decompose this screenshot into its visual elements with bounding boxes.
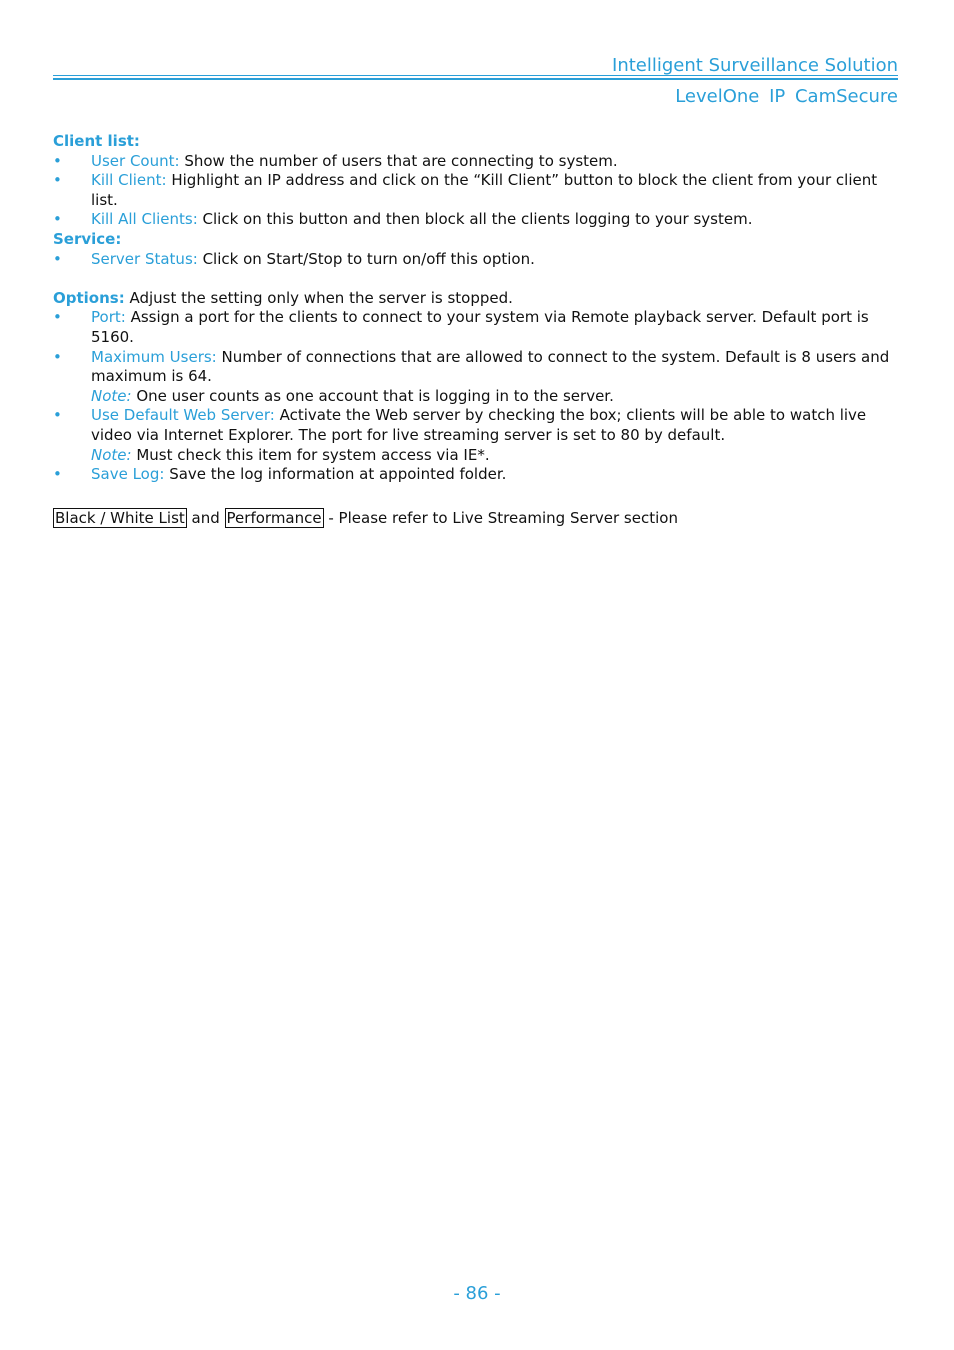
term-default-web-server: Use Default Web Server:	[91, 406, 275, 425]
bullet-icon: •	[53, 465, 62, 484]
note-text: Must check this item for system access via IE*.	[131, 445, 490, 464]
performance-box: Performance	[226, 509, 322, 528]
list-item-default-web-server	[53, 406, 898, 445]
header-rule-thick	[53, 78, 898, 80]
spacer	[53, 269, 898, 289]
options-intro: Adjust the setting only when the server is stopped.	[124, 288, 513, 307]
term-maximum-users: Maximum Users:	[91, 347, 217, 366]
desc-server-status: Click on Start/Stop to turn on/off this option.	[197, 249, 535, 268]
note-label: Note:	[91, 445, 132, 464]
term-user-count: User Count:	[91, 151, 180, 170]
desc-save-log: Save the log information at appointed folder.	[164, 465, 507, 484]
desc-maximum-users: Number of connections that are allowed to connect to the system. Default is 8 users and maximum is 64.	[91, 347, 890, 386]
list-item-server-status	[53, 250, 898, 270]
desc-kill-all-clients: Click on this button and then block all the clients logging to your system.	[197, 210, 753, 229]
bullet-icon: •	[53, 347, 62, 366]
bullet-icon: •	[53, 210, 62, 229]
header-title: Intelligent Surveillance Solution	[612, 55, 898, 76]
note-label: Note:	[91, 386, 132, 405]
bullet-icon: •	[53, 308, 62, 327]
header-subtitle: LevelOne IP CamSecure	[675, 86, 898, 107]
page-number: - 86 -	[453, 1283, 501, 1304]
options-paragraph	[53, 289, 898, 309]
list-item-kill-client	[53, 171, 898, 210]
options-heading: Options:	[53, 288, 125, 307]
client-list-heading: Client list:	[53, 132, 140, 150]
note-default-web-server	[53, 446, 898, 466]
service-heading: Service:	[53, 229, 122, 248]
reference-and: and	[186, 509, 225, 528]
list-item-user-count	[53, 152, 898, 172]
desc-kill-client: Highlight an IP address and click on the “Kill Client” button to block the client from your client list.	[91, 171, 878, 209]
reference-line	[53, 509, 898, 529]
desc-port: Assign a port for the clients to connect to your system via Remote playback server. Default port is 5160.	[91, 308, 869, 346]
note-maximum-users	[53, 387, 898, 407]
note-text: One user counts as one account that is logging in to the server.	[131, 386, 614, 405]
desc-user-count: Show the number of users that are connecting to system.	[179, 151, 618, 170]
page-content	[53, 132, 898, 529]
reference-rest: - Please refer to Live Streaming Server section	[323, 509, 678, 528]
term-port: Port:	[91, 308, 126, 327]
header-rule-thin	[53, 75, 898, 76]
term-kill-all-clients: Kill All Clients:	[91, 210, 198, 229]
bullet-icon: •	[53, 406, 62, 425]
term-kill-client: Kill Client:	[91, 171, 167, 190]
list-item-maximum-users	[53, 348, 898, 387]
bullet-icon: •	[53, 171, 62, 190]
spacer	[53, 485, 898, 505]
desc-default-web-server: Activate the Web server by checking the box; clients will be able to watch live video via Internet Explorer. The port for live streaming server is set to 80 by default.	[91, 406, 867, 444]
black-white-list-box: Black / White List	[55, 509, 185, 528]
list-item-kill-all-clients	[53, 210, 898, 230]
bullet-icon: •	[53, 249, 62, 268]
term-server-status: Server Status:	[91, 249, 198, 268]
term-save-log: Save Log:	[91, 465, 165, 484]
bullet-icon: •	[53, 151, 62, 170]
list-item-port	[53, 308, 898, 347]
list-item-save-log	[53, 465, 898, 485]
